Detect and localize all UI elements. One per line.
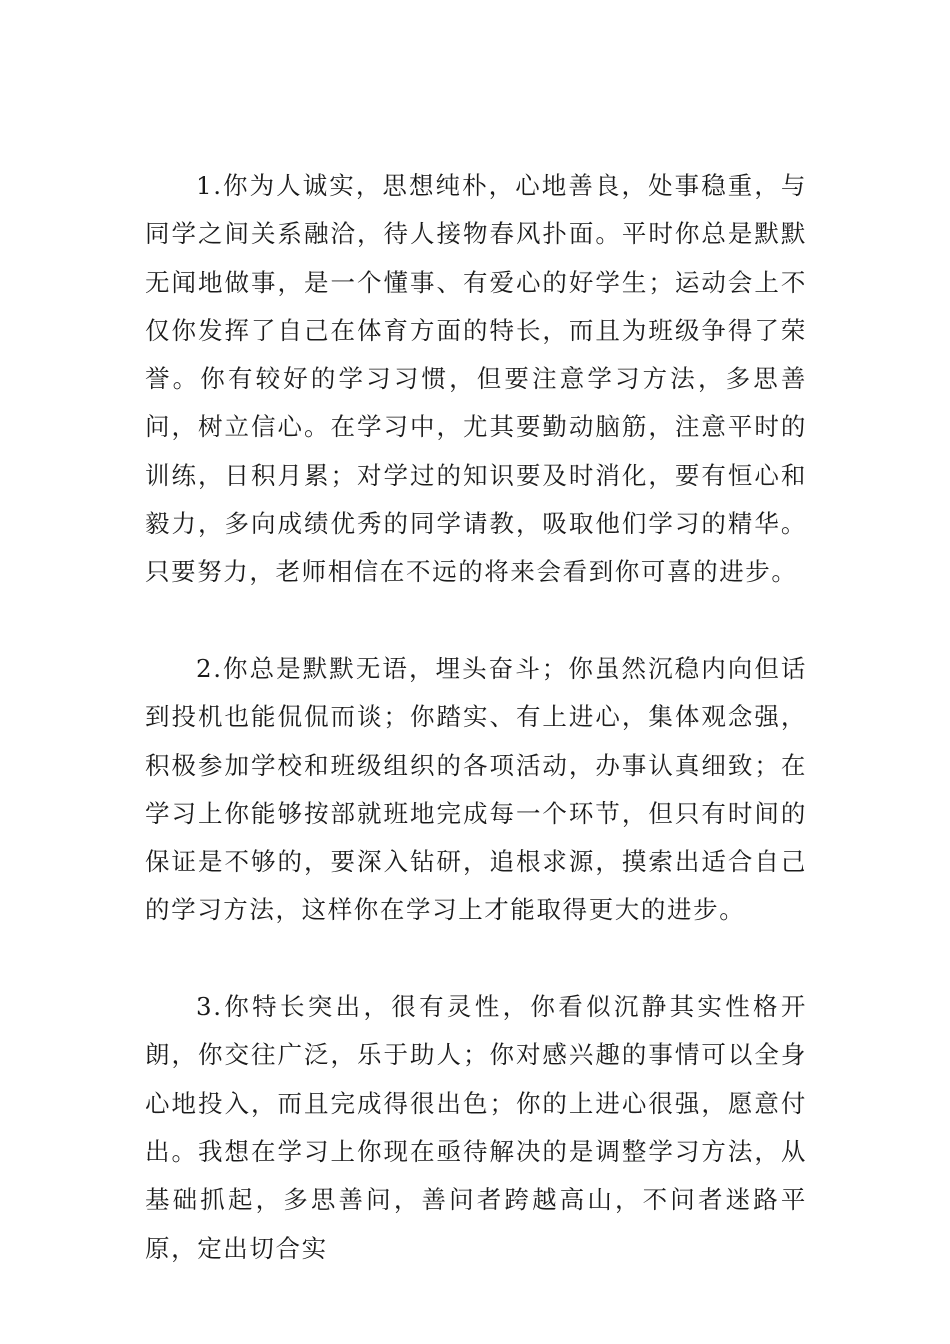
document-body <box>145 162 807 1321</box>
paragraph-1: 1.你为人诚实，思想纯朴，心地善良，处事稳重，与同学之间关系融洽，待人接物春风扑面。平时你总是默默无闻地做事，是一个懂事、有爱心的好学生；运动会上不仅你发挥了自己在体育方面的特长，而且为班级争得了荣誉。你有较好的学习习惯，但要注意学习方法，多思善问，树立信心。在学习中，尤其要勤动脑筋，注意平时的训练，日积月累；对学过的知识要及时消化，要有恒心和毅力，多向成绩优秀的同学请教，吸取他们学习的精华。只要努力，老师相信在不远的将来会看到你可喜的进步。 <box>145 171 807 587</box>
paragraph-2: 2.你总是默默无语，埋头奋斗；你虽然沉稳内向但话到投机也能侃侃而谈；你踏实、有上进心，集体观念强，积极参加学校和班级组织的各项活动，办事认真细致；在学习上你能够按部就班地完成每一个环节，但只有时间的保证是不够的，要深入钻研，追根求源，摸索出适合自己的学习方法，这样你在学习上才能取得更大的进步。 <box>145 653 807 925</box>
paragraph-3: 3.你特长突出，很有灵性，你看似沉静其实性格开朗，你交往广泛，乐于助人；你对感兴趣的事情可以全身心地投入，而且完成得很出色；你的上进心很强，愿意付出。我想在学习上你现在亟待解决的是调整学习方法，从基础抓起，多思善问，善问者跨越高山，不问者迷路平原，定出切合实 <box>145 992 807 1263</box>
